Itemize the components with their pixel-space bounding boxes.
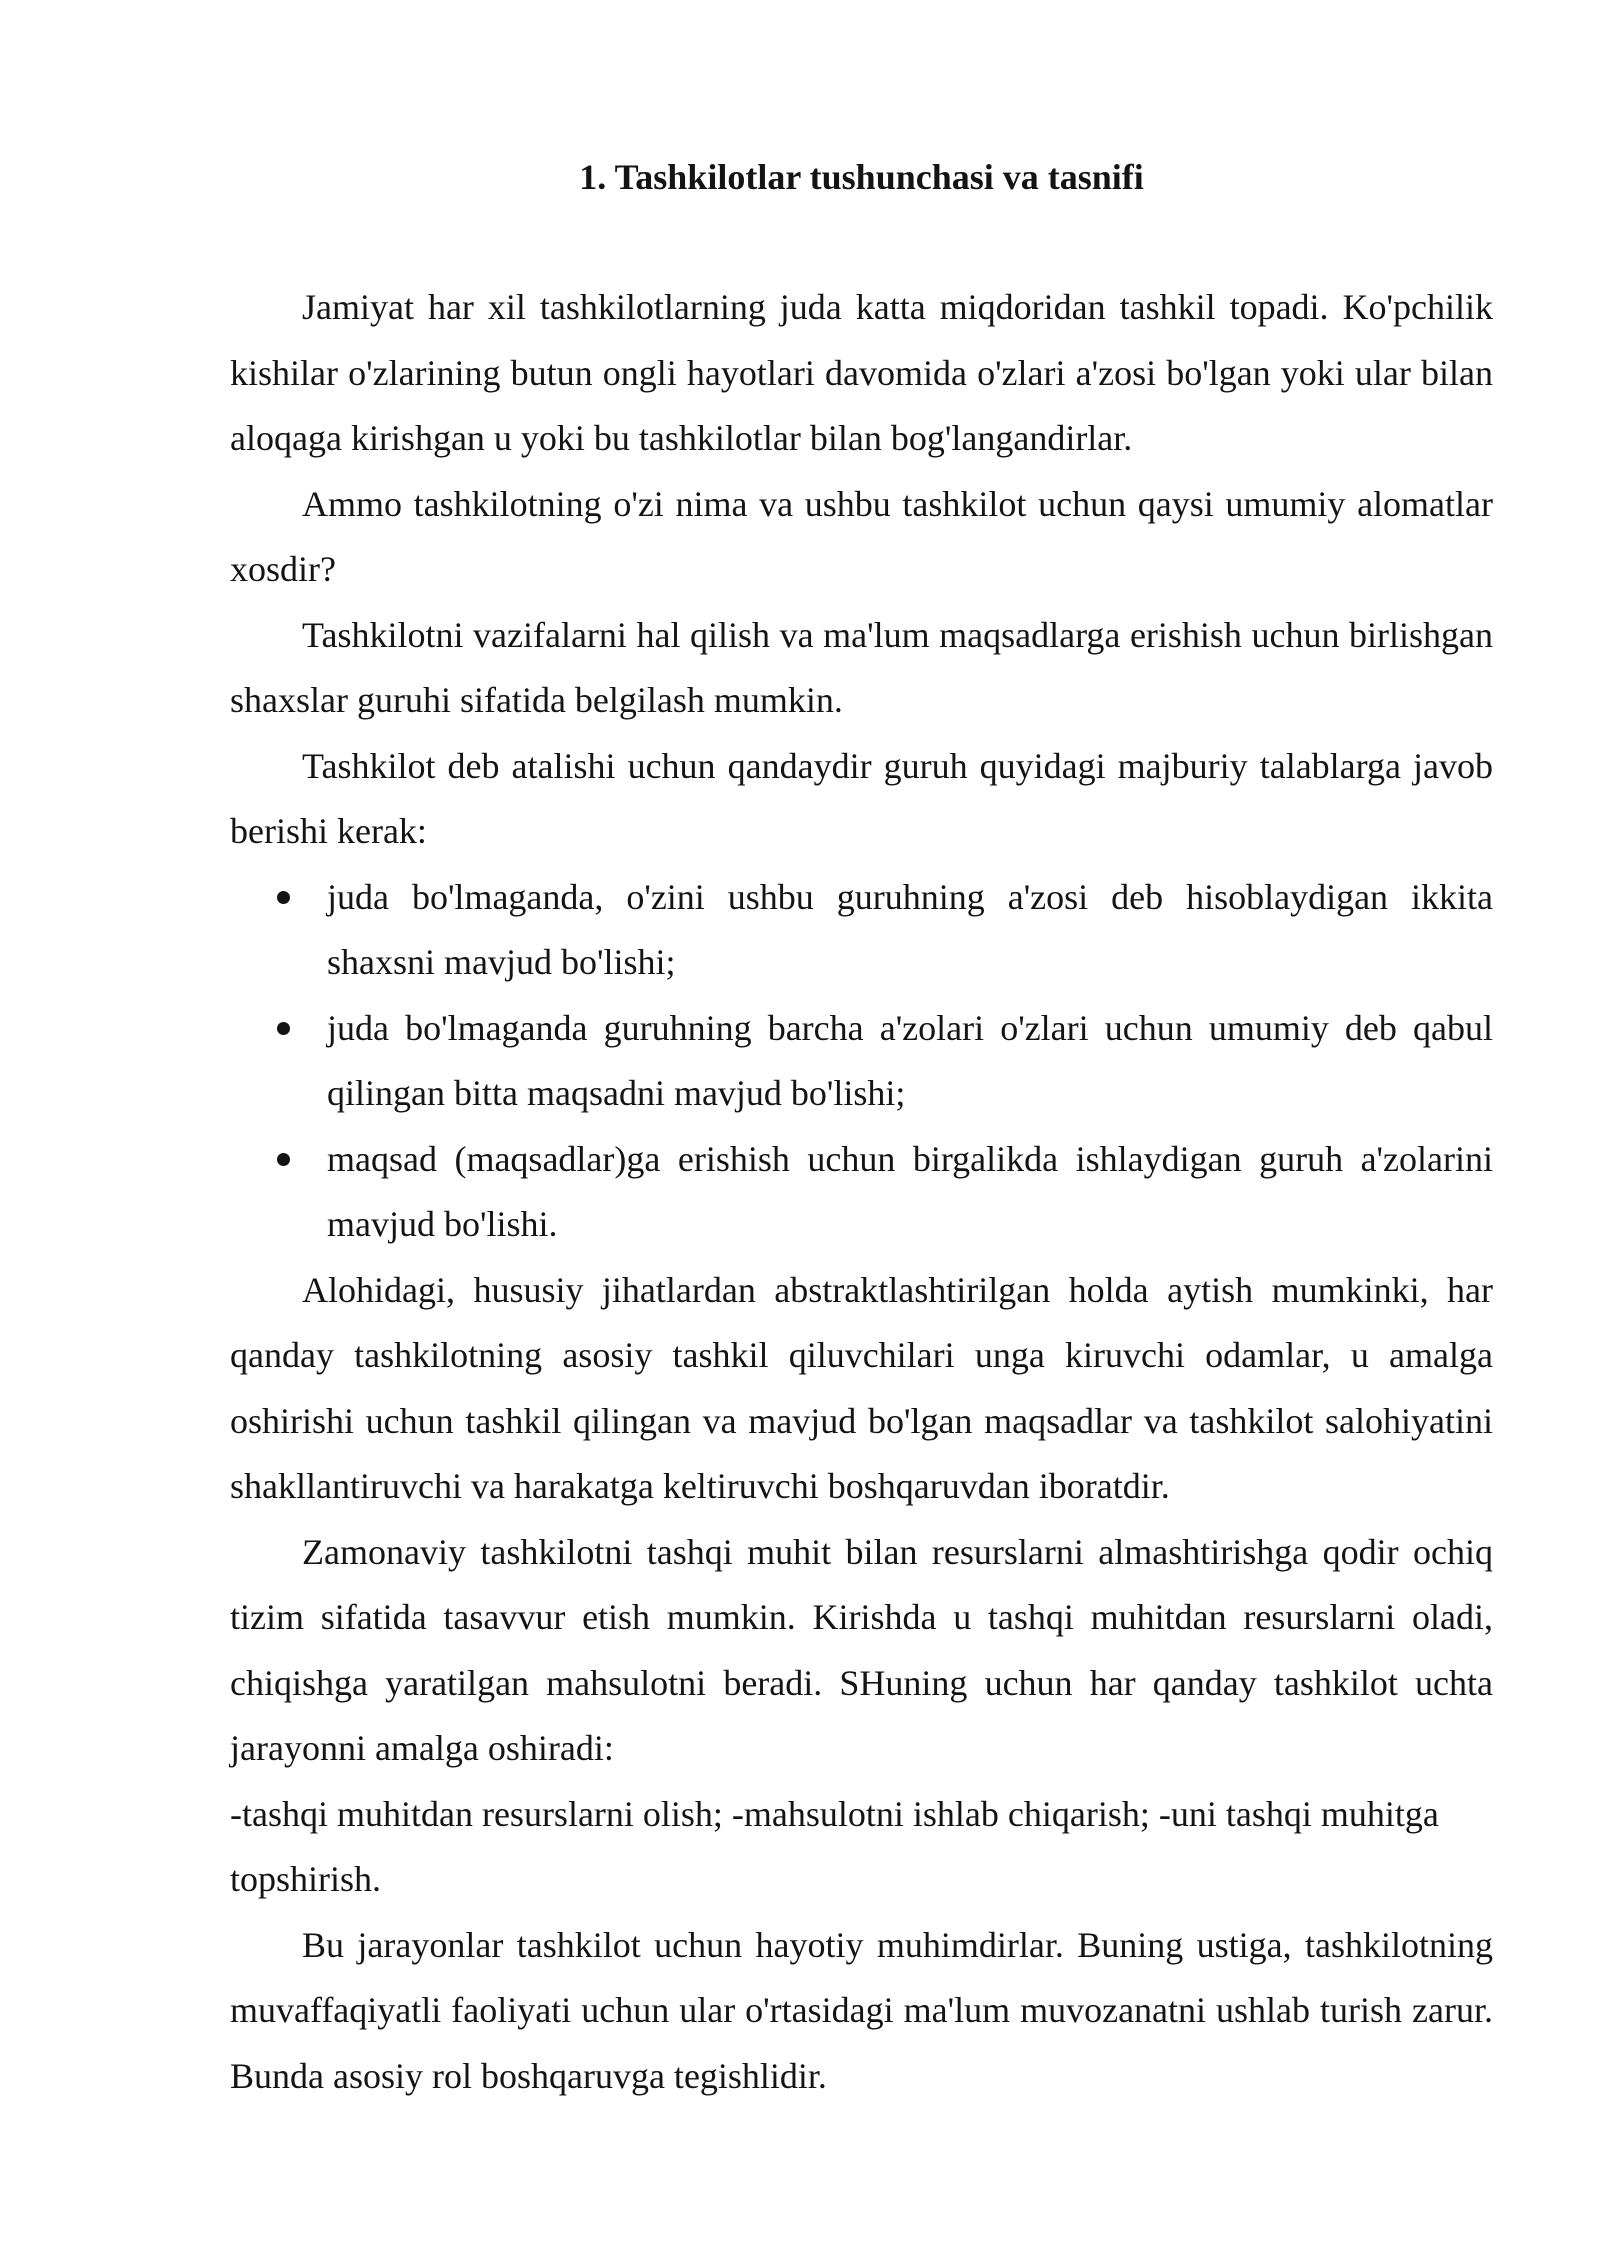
bullet-icon bbox=[277, 891, 290, 904]
list-item bbox=[327, 996, 1493, 1127]
bullet-icon bbox=[277, 1153, 290, 1166]
requirements-list bbox=[230, 865, 1493, 1258]
list-item-text: juda bo'lmaganda guruhning barcha a'zolari o'zlari uchun umumiy deb qabul qilingan bitta maqsadni mavjud bo'lishi; bbox=[327, 1007, 1493, 1113]
process-list-line: -tashqi muhitdan resurslarni olish; -mahsulotni ishlab chiqarish; -uni tashqi muhitga topshirish. bbox=[230, 1793, 1439, 1899]
list-item-text: juda bo'lmaganda, o'zini ushbu guruhning a'zosi deb hisoblaydigan ikkita shaxsni mavjud bo'lishi; bbox=[327, 876, 1493, 982]
list-item bbox=[327, 1127, 1493, 1258]
document-title: 1. Tashkilotlar tushunchasi va tasnifi bbox=[579, 157, 1144, 197]
paragraph: Bu jarayonlar tashkilot uchun hayotiy muhimdirlar. Buning ustiga, tashkilotning muvaffaqiyatli faoliyati uchun ular o'rtasidagi ma'lum muvozanatni ushlab turish zarur. Bunda asosiy rol boshqaruvga tegishlidir. bbox=[230, 1924, 1493, 2096]
paragraph: Zamonaviy tashkilotni tashqi muhit bilan resurslarni almashtirishga qodir ochiq tizim sifatida tasavvur etish mumkin. Kirishda u tashqi muhitdan resurslarni oladi, chiqishga yaratilgan mahsulotni beradi. SHuning uchun har qanday tashkilot uchta jarayonni amalga oshiradi: bbox=[230, 1531, 1493, 1768]
paragraph: Alohidagi, hususiy jihatlardan abstraktlashtirilgan holda aytish mumkinki, har qanday tashkilotning asosiy tashkil qiluvchilari unga kiruvchi odamlar, u amalga oshirishi uchun tashkil qilingan va mavjud bo'lgan maqsadlar va tashkilot salohiyatini shakllantiruvchi va harakatga keltiruvchi boshqaruvdan iboratdir. bbox=[230, 1269, 1493, 1506]
paragraph: Jamiyat har xil tashkilotlarning juda katta miqdoridan tashkil topadi. Ko'pchilik kishilar o'zlarining butun ongli hayotlari davomida o'zlari a'zosi bo'lgan yoki ular bilan aloqaga kirishgan u yoki bu tashkilotlar bilan bog'langandirlar. bbox=[230, 287, 1493, 458]
list-item-text: maqsad (maqsadlar)ga erishish uchun birgalikda ishlaydigan guruh a'zolarini mavjud bo'lishi. bbox=[327, 1138, 1493, 1244]
paragraph: Tashkilot deb atalishi uchun qandaydir guruh quyidagi majburiy talablarga javob berishi kerak: bbox=[230, 745, 1493, 851]
bullet-icon bbox=[277, 1022, 290, 1035]
paragraph: Tashkilotni vazifalarni hal qilish va ma'lum maqsadlarga erishish uchun birlishgan shaxslar guruhi sifatida belgilash mumkin. bbox=[230, 614, 1493, 720]
paragraph: Ammo tashkilotning o'zi nima va ushbu tashkilot uchun qaysi umumiy alomatlar xosdir? bbox=[230, 483, 1493, 589]
document-page bbox=[230, 150, 1493, 2109]
list-item bbox=[327, 865, 1493, 996]
